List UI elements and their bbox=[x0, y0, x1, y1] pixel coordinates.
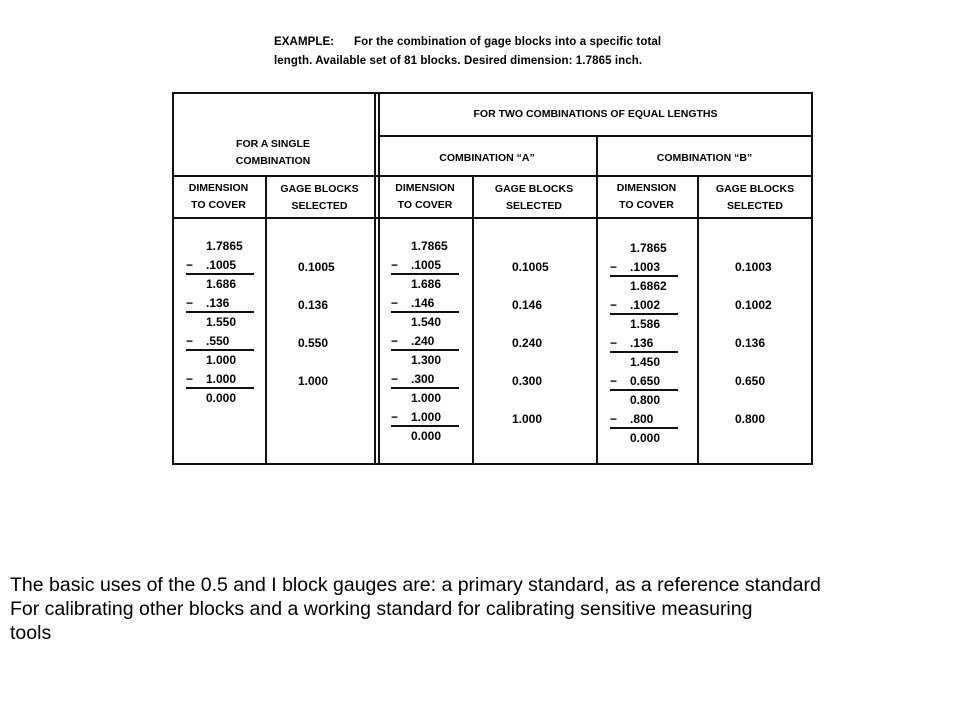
body-line-1: The basic uses of the 0.5 and I block gauges are: a primary standard, as a reference standard bbox=[10, 574, 821, 596]
calc-row bbox=[391, 408, 459, 427]
calc-row bbox=[391, 237, 459, 256]
divider-left bbox=[374, 92, 376, 465]
selected-block-value: 0.550 bbox=[298, 336, 329, 350]
calc-operator: − bbox=[610, 412, 618, 426]
selected-block-value: 0.1002 bbox=[735, 298, 772, 312]
calc-row bbox=[186, 256, 254, 275]
calc-value: 1.000 bbox=[411, 391, 442, 405]
calc-row bbox=[610, 410, 678, 429]
calc-row bbox=[610, 315, 678, 334]
calc-row bbox=[391, 389, 459, 408]
calc-operator: − bbox=[186, 258, 194, 272]
col-header-dimension: DIMENSION TO COVER bbox=[616, 182, 677, 211]
col-header-dimension: DIMENSION TO COVER bbox=[188, 182, 249, 211]
comb-b-calculation bbox=[610, 239, 678, 448]
calc-operator: − bbox=[391, 410, 399, 424]
calc-row bbox=[186, 237, 254, 256]
calc-value: 1.450 bbox=[630, 355, 661, 369]
calc-row bbox=[610, 239, 678, 258]
calc-row bbox=[186, 370, 254, 389]
comb-b-header: COMBINATION “B” bbox=[656, 152, 753, 164]
header-divider-mid bbox=[172, 175, 813, 177]
divider-single bbox=[265, 175, 267, 465]
calc-value: 0.800 bbox=[630, 393, 661, 407]
calc-row bbox=[186, 332, 254, 351]
selected-block-value: 0.1005 bbox=[512, 260, 549, 274]
calc-row bbox=[610, 277, 678, 296]
calc-value: 0.000 bbox=[630, 431, 661, 445]
calc-value: .1005 bbox=[206, 258, 237, 272]
calc-value: .1005 bbox=[411, 258, 442, 272]
calc-value: .550 bbox=[206, 334, 230, 348]
calc-value: .240 bbox=[411, 334, 435, 348]
calc-value: 1.000 bbox=[206, 372, 237, 386]
calc-value: 1.686 bbox=[206, 277, 237, 291]
calc-row bbox=[391, 351, 459, 370]
calc-operator: − bbox=[186, 334, 194, 348]
calc-row bbox=[391, 332, 459, 351]
calc-row bbox=[186, 351, 254, 370]
calc-value: 1.586 bbox=[630, 317, 661, 331]
col-header-gage-blocks: GAGE BLOCKS SELECTED bbox=[494, 183, 574, 212]
calc-value: 0.000 bbox=[206, 391, 237, 405]
calc-operator: − bbox=[391, 372, 399, 386]
calc-value: 1.300 bbox=[411, 353, 442, 367]
calc-row bbox=[610, 296, 678, 315]
calc-row bbox=[186, 313, 254, 332]
calc-value: 1.7865 bbox=[630, 241, 667, 255]
selected-block-value: 1.000 bbox=[298, 374, 329, 388]
example-line-2: length. Available set of 81 blocks. Desired dimension: 1.7865 inch. bbox=[274, 55, 643, 67]
selected-block-value: 0.240 bbox=[512, 336, 543, 350]
gage-block-table bbox=[172, 92, 813, 465]
calc-value: 1.7865 bbox=[206, 239, 243, 253]
calc-row bbox=[610, 372, 678, 391]
selected-block-value: 0.650 bbox=[735, 374, 766, 388]
comb-a-calculation bbox=[391, 237, 459, 446]
calc-value: .1002 bbox=[630, 298, 661, 312]
selected-block-value: 1.000 bbox=[512, 412, 543, 426]
selected-block-value: 0.136 bbox=[735, 336, 766, 350]
body-paragraph bbox=[10, 573, 960, 645]
calc-value: .300 bbox=[411, 372, 435, 386]
calc-operator: − bbox=[391, 258, 399, 272]
selected-block-value: 0.800 bbox=[735, 412, 766, 426]
calc-value: 1.550 bbox=[206, 315, 237, 329]
calc-operator: − bbox=[610, 374, 618, 388]
selected-block-value: 0.146 bbox=[512, 298, 543, 312]
divider-comb-b bbox=[697, 175, 699, 465]
single-calculation bbox=[186, 237, 254, 408]
selected-block-value: 0.136 bbox=[298, 298, 329, 312]
divider-right bbox=[378, 92, 380, 465]
divider-comb-a bbox=[472, 175, 474, 465]
calc-row bbox=[610, 429, 678, 448]
calc-operator: − bbox=[186, 372, 194, 386]
calc-value: 1.6862 bbox=[630, 279, 667, 293]
calc-row bbox=[610, 334, 678, 353]
calc-value: 1.7865 bbox=[411, 239, 448, 253]
calc-row bbox=[391, 294, 459, 313]
calc-value: .146 bbox=[411, 296, 435, 310]
calc-row bbox=[391, 370, 459, 389]
calc-operator: − bbox=[610, 260, 618, 274]
calc-row bbox=[610, 258, 678, 277]
calc-value: 0.650 bbox=[630, 374, 661, 388]
calc-value: .136 bbox=[630, 336, 654, 350]
col-header-dimension: DIMENSION TO COVER bbox=[395, 182, 455, 211]
calc-operator: − bbox=[391, 334, 399, 348]
selected-block-value: 0.1005 bbox=[298, 260, 335, 274]
calc-row bbox=[186, 275, 254, 294]
body-line-3: tools bbox=[10, 622, 52, 644]
comb-a-header: COMBINATION “A” bbox=[439, 152, 535, 164]
calc-row bbox=[391, 313, 459, 332]
calc-row bbox=[610, 391, 678, 410]
single-combination-header: FOR A SINGLE COMBINATION bbox=[235, 138, 311, 167]
col-header-gage-blocks: GAGE BLOCKS SELECTED bbox=[715, 183, 795, 212]
calc-row bbox=[610, 353, 678, 372]
example-label: EXAMPLE: bbox=[274, 36, 335, 48]
example-caption bbox=[274, 33, 704, 71]
header-divider-bottom bbox=[172, 217, 813, 219]
two-combinations-header: FOR TWO COMBINATIONS OF EQUAL LENGTHS bbox=[473, 108, 718, 120]
calc-operator: − bbox=[610, 298, 618, 312]
calc-value: 1.000 bbox=[411, 410, 442, 424]
calc-row bbox=[391, 427, 459, 446]
calc-value: .1003 bbox=[630, 260, 661, 274]
calc-row bbox=[391, 256, 459, 275]
calc-value: 1.686 bbox=[411, 277, 442, 291]
calc-operator: − bbox=[391, 296, 399, 310]
calc-value: 1.000 bbox=[206, 353, 237, 367]
calc-value: .136 bbox=[206, 296, 230, 310]
calc-value: 1.540 bbox=[411, 315, 442, 329]
example-line-1: For the combination of gage blocks into a specific total bbox=[354, 36, 662, 48]
selected-block-value: 0.300 bbox=[512, 374, 543, 388]
calc-row bbox=[186, 294, 254, 313]
body-line-2: For calibrating other blocks and a working standard for calibrating sensitive measuring bbox=[10, 598, 753, 620]
calc-operator: − bbox=[186, 296, 194, 310]
calc-value: .800 bbox=[630, 412, 654, 426]
calc-row bbox=[186, 389, 254, 408]
selected-block-value: 0.1003 bbox=[735, 260, 772, 274]
calc-operator: − bbox=[610, 336, 618, 350]
calc-row bbox=[391, 275, 459, 294]
calc-value: 0.000 bbox=[411, 429, 442, 443]
col-header-gage-blocks: GAGE BLOCKS SELECTED bbox=[280, 183, 359, 212]
